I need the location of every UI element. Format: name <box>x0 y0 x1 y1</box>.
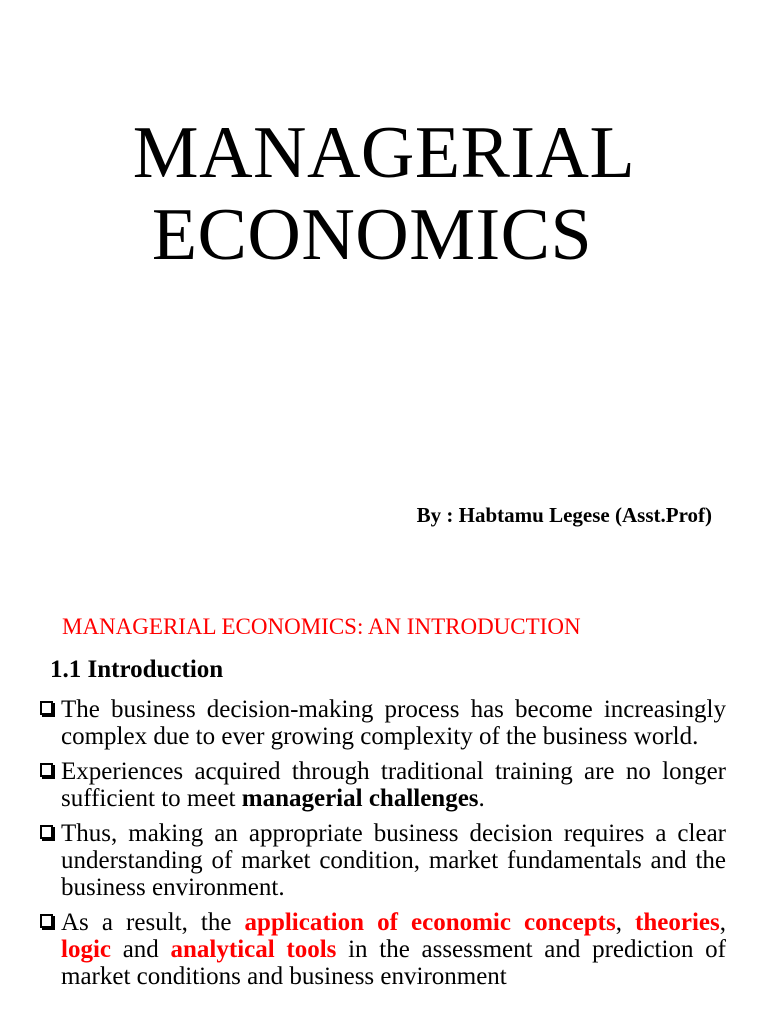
bullet-item <box>40 909 726 990</box>
square-bullet-icon <box>40 701 53 715</box>
bullet-highlight: analytical tools <box>170 936 337 963</box>
bullet-text: and <box>111 936 171 963</box>
author-byline: By : Habtamu Legese (Asst.Prof) <box>416 503 712 527</box>
bullet-text: in the assessment and prediction of market conditions and business environment <box>61 936 726 990</box>
bullet-highlight: theories <box>635 909 720 936</box>
bullet-text: The business decision-making process has become increasingly complex due to ever growing complexity of the business world. <box>61 696 726 750</box>
bullet-text: As a result, the <box>61 909 245 936</box>
title-line-2: ECONOMICS <box>151 194 593 276</box>
bullet-text: . <box>478 785 485 812</box>
bullet-item <box>40 820 726 901</box>
square-bullet-icon <box>40 763 53 777</box>
square-bullet-icon <box>40 914 53 928</box>
bullet-text: Thus, making an appropriate business decision requires a clear understanding of market condition, market fundamentals and the business environment. <box>61 820 726 901</box>
main-title <box>0 112 768 276</box>
bullet-text: , <box>719 909 726 936</box>
title-line-1: MANAGERIAL <box>132 112 636 194</box>
bullet-text: , <box>615 909 636 936</box>
bullet-item <box>40 758 726 812</box>
bullet-list <box>40 696 726 998</box>
bullet-item <box>40 696 726 750</box>
introduction-slide <box>0 580 768 1024</box>
bullet-text: Experiences acquired through traditional training are no longer sufficient to meet <box>61 758 726 812</box>
bullet-highlight: application of economic concepts <box>244 909 616 936</box>
section-heading: MANAGERIAL ECONOMICS: AN INTRODUCTION <box>62 614 581 639</box>
subsection-heading: 1.1 Introduction <box>50 656 224 683</box>
square-bullet-icon <box>40 825 53 839</box>
bullet-highlight: logic <box>61 936 111 963</box>
bullet-emphasis: managerial challenges <box>241 785 479 812</box>
